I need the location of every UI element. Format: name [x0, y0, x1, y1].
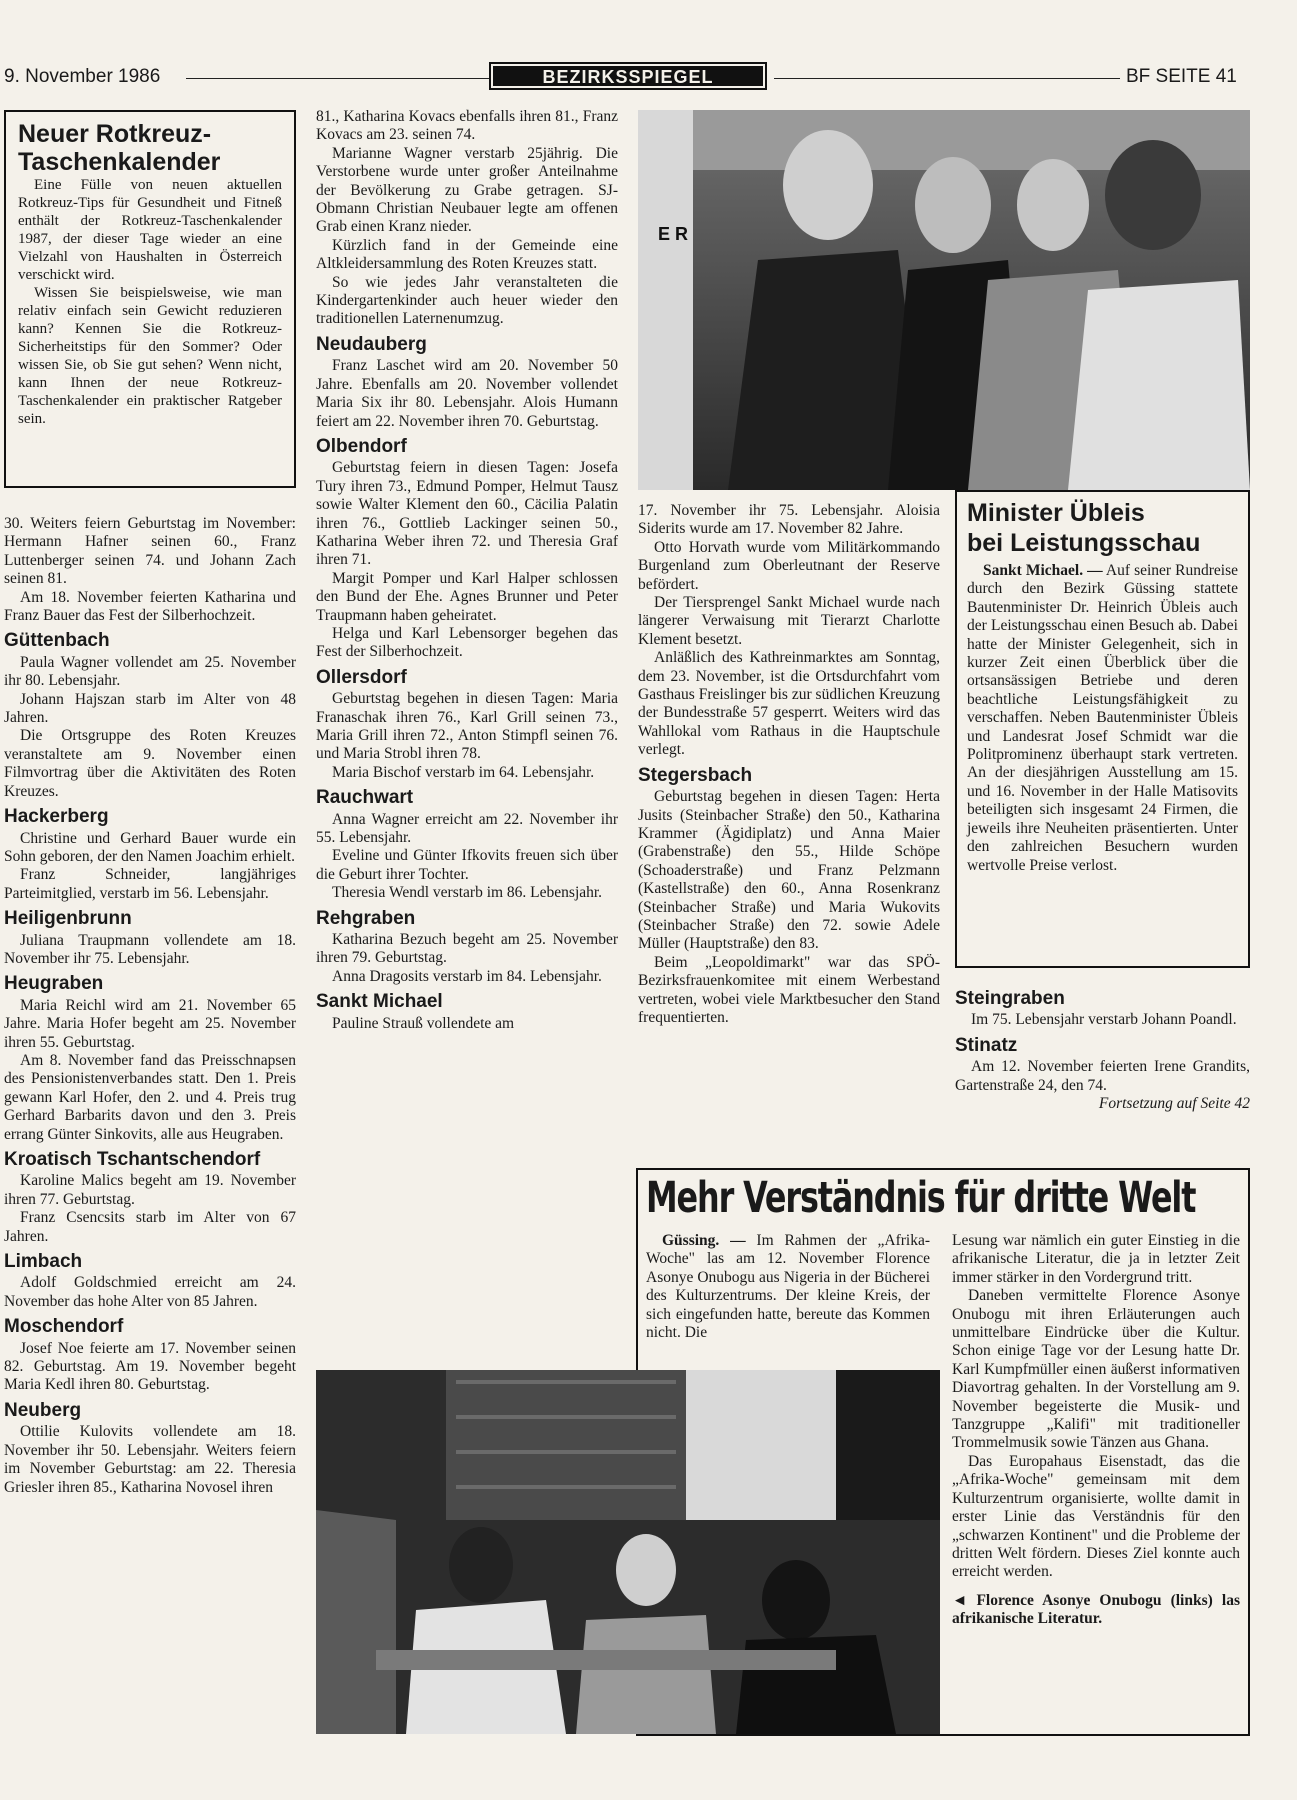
article-paragraph: Geburtstag begehen in diesen Tagen: Maria Franaschak ihren 76., Karl Grill seinen 73., Maria Grill ihren 72., Anton Stimpfl seinen 76. und Maria Strobl ihren 78.	[316, 690, 618, 763]
article-paragraph: Anna Wagner erreicht am 22. November ihr 55. Lebensjahr.	[316, 810, 618, 847]
article-paragraph: Johann Hajszan starb im Alter von 48 Jahren.	[4, 690, 296, 727]
reading-photo-illustration	[316, 1370, 940, 1734]
article-paragraph: Josef Noe feierte am 17. November seinen 82. Geburtstag. Am 19. November begeht Maria Kedl ihren 80. Geburtstag.	[4, 1339, 296, 1394]
dritte-welt-paragraph	[646, 1232, 930, 1342]
article-paragraph: Ottilie Kulovits vollendete am 18. November ihr 50. Lebensjahr. Weiters feiern im November Geburtstag: am 22. Theresia Griesler ihren 85., Katharina Novosel ihren	[4, 1423, 296, 1496]
section-heading: Heiligenbrunn	[4, 908, 132, 930]
minister-title-line2: bei Leistungsschau	[967, 529, 1201, 557]
minister-paragraph	[967, 562, 1238, 875]
article-paragraph: 81., Katharina Kovacs ebenfalls ihren 81., Franz Kovacs am 23. seinen 74.	[316, 108, 618, 144]
section-heading: Kroatisch Tschantschendorf	[4, 1149, 261, 1170]
article-paragraph: Juliana Traupmann vollendete am 18. November ihr 75. Lebensjahr.	[4, 931, 296, 967]
minister-photo-illustration	[638, 110, 1250, 490]
column-1-local-news	[4, 515, 296, 1497]
section-heading: Neudauberg	[316, 333, 427, 355]
article-paragraph: Kürzlich fand in der Gemeinde eine Altkleidersammlung des Roten Kreuzes statt.	[316, 236, 618, 273]
minister-headline	[967, 498, 1238, 558]
article-paragraph: Katharina Bezuch begeht am 25. November ihren 79. Geburtstag.	[316, 931, 618, 967]
article-paragraph: Franz Csencsits starb im Alter von 67 Jahren.	[4, 1209, 296, 1245]
column-3-local-news	[638, 502, 940, 1027]
section-heading: Rehgraben	[316, 907, 416, 929]
section-heading: Güttenbach	[4, 630, 110, 652]
section-heading: Ollersdorf	[316, 666, 407, 688]
section-heading: Heugraben	[4, 973, 104, 995]
article-paragraph: Anna Dragosits verstarb im 84. Lebensjahr.	[332, 967, 602, 985]
minister-body: Auf seiner Rundreise durch den Bezirk Güssing stattete Bautenminister Dr. Heinrich Übleis auch der Leistungsschau einen Besuch ab. Dabei hatte der Minister Gelegenheit, sich in kurzer Zeit einen Überblick über die ortsansässigen Betriebe und deren beachtliche Leistungsfähigkeit zu verschaffen. Neben Bautenminister Übleis und Landesrat Josef Schmidt war die Politprominenz überhaupt stark vertreten. An der diesjährigen Ausstellung am 15. und 16. November in der Halle Matisovits beteiligten sich insgesamt 24 Firmen, die jeweils ihre Neuheiten präsentierten. Unter den zahlreichen Besuchern wurden wertvolle Preise verlost.	[967, 562, 1238, 874]
dritte-welt-paragraph: Das Europahaus Eisenstadt, das die „Afrika-Woche" gemeinsam mit dem Kulturzentrum organisierte, wollte damit in erster Linie das Verständnis für den „schwarzen Kontinent" und die Probleme der dritten Welt fördern. Dieses Ziel konnte auch erreicht werden.	[952, 1452, 1240, 1581]
dritte-welt-text: Im Rahmen der „Afrika-Woche" las am 12. November Florence Asonye Onubogu aus Nigeria in der Bücherei des Kulturzentrums. Der kleine Kreis, der sich eingefunden hatte, bereute das Kommen nicht. Die	[646, 1232, 930, 1342]
article-paragraph: Theresia Wendl verstarb im 86. Lebensjahr.	[332, 884, 603, 902]
article-paragraph: Am 18. November feierten Katharina und Franz Bauer das Fest der Silberhochzeit.	[4, 588, 296, 625]
dritte-welt-column-a	[646, 1232, 930, 1342]
minister-box	[955, 490, 1250, 968]
article-paragraph: So wie jedes Jahr veranstalteten die Kindergartenkinder auch heuer wieder den traditionellen Laternenumzug.	[316, 273, 618, 328]
article-paragraph: Eveline und Günter Ifkovits freuen sich über die Geburt ihrer Tochter.	[316, 847, 618, 883]
section-heading: Rauchwart	[316, 787, 414, 809]
dritte-welt-paragraph: Daneben vermittelte Florence Asonye Onubogu mit ihren Erläuterungen auch unmittelbare Eindrücke über die Kultur. Schon einige Tage vor der Lesung hatte Dr. Karl Kumpfmüller einen äußerst informativen Diavortrag gehalten. In der Vorstellung am 9. November begeisterte die Musik- und Tanzgruppe „Kalifi" mit traditioneller Trommelmusik sowie Tänzen aus Ghana.	[952, 1287, 1240, 1452]
column-2-local-news	[316, 108, 618, 1033]
article-paragraph: Anläßlich des Kathreinmarktes am Sonntag, dem 23. November, ist die Ortsdurchfahrt vom Gasthaus Freislinger bis zur südlichen Kreuzung der Bundesstraße 57 gesperrt. Weiters wird das Wahllokal vom Rathaus in die Hauptschule verlegt.	[638, 649, 940, 759]
rotkreuz-box	[4, 110, 296, 488]
continued-note: Fortsetzung auf Seite 42	[1098, 1095, 1250, 1113]
article-paragraph: Geburtstag begehen in diesen Tagen: Herta Jusits (Steinbacher Straße) den 50., Katharina Krammer (Ägidiplatz) und Anna Maier (Grabenstraße) den 55., Hilde Schöpe (Schoaderstraße) und Franz Pelzmann (Kastellstraße) den 60., Anna Rosenkranz (Steinbacher Straße) und Maria Wukovits (Steinbacher Straße) den 72. sowie Adele Müller (Hauptstraße) den 83.	[638, 788, 940, 953]
article-paragraph: 17. November ihr 75. Lebensjahr. Aloisia Siderits wurde am 17. November 82 Jahre.	[638, 502, 940, 538]
article-paragraph: Der Tiersprengel Sankt Michael wurde nach längerer Verwaisung mit Tierarzt Charlotte Klement besetzt.	[638, 594, 940, 648]
photo-caption: ◄ Florence Asonye Onubogu (links) las afrikanische Literatur.	[952, 1591, 1240, 1628]
article-paragraph: Am 8. November fand das Preisschnapsen des Pensionistenverbandes statt. Den 1. Preis gewann Karl Hofer, den 2. und 4. Preis trug Gerhard Barbarits davon und den 3. Preis errang Günter Sinkovits, alle aus Heugraben.	[4, 1051, 296, 1143]
page-header	[0, 60, 1297, 90]
article-paragraph: Geburtstag feiern in diesen Tagen: Josefa Tury ihren 73., Edmund Pomper, Helmut Tausz sowie Walter Klement den 60., Cäcilia Palatin ihren 76., Gottlieb Lackinger seinen 50., Katharina Weber ihren 72. und Theresia Graf ihren 71.	[316, 459, 618, 569]
article-paragraph: Pauline Strauß vollendete am	[332, 1014, 515, 1032]
article-paragraph: Maria Bischof verstarb im 64. Lebensjahr.	[332, 763, 595, 781]
article-paragraph: Die Ortsgruppe des Roten Kreuzes veranstaltete am 9. November einen Filmvortrag über die Aktivitäten des Roten Kreuzes.	[4, 727, 296, 800]
section-heading: Stegersbach	[638, 764, 753, 786]
article-paragraph: Paula Wagner vollendet am 25. November ihr 80. Lebensjahr.	[4, 653, 296, 690]
section-heading: Olbendorf	[316, 435, 407, 457]
section-heading: Steingraben	[955, 988, 1065, 1009]
article-paragraph: Karoline Malics begeht am 19. November ihren 77. Geburtstag.	[4, 1172, 296, 1208]
header-rule-right	[774, 78, 1120, 79]
rotkreuz-title-line1: Neuer Rotkreuz-	[18, 120, 212, 148]
article-paragraph: Margit Pomper und Karl Halper schlossen den Bund der Ehe. Agnes Brunner und Peter Traupmann haben geheiratet.	[316, 569, 618, 624]
article-paragraph: Beim „Leopoldimarkt" war das SPÖ-Bezirksfrauenkomitee mit einem Werbestand vertreten, wobei viele Marktbesucher den Stand frequentierten.	[638, 953, 940, 1026]
article-paragraph: Franz Schneider, langjähriges Parteimitglied, verstarb im 56. Lebensjahr.	[4, 866, 296, 902]
article-paragraph: Helga und Karl Lebensorger begehen das Fest der Silberhochzeit.	[316, 624, 618, 661]
dritte-welt-paragraph: Lesung war nämlich ein guter Einstieg in die afrikanische Literatur, die ja in letzter Zeit immer stärker in den Vordergrund tritt.	[952, 1232, 1240, 1286]
column-4-local-news	[955, 990, 1250, 1113]
rotkreuz-paragraph: Eine Fülle von neuen aktuellen Rotkreuz-Tips für Gesundheit und Fitneß enthält der Rotkreuz-Taschenkalender 1987, der dieser Tage wieder an eine Vielzahl von Haushalten in Österreich verschickt wird.	[18, 177, 282, 283]
article-paragraph: Marianne Wagner verstarb 25jährig. Die Verstorbene wurde unter großer Anteilnahme der Bevölkerung zu Grabe getragen. SJ-Obmann Christian Neubauer legte am offenen Grab einen Kranz nieder.	[316, 144, 618, 236]
rotkreuz-headline	[18, 120, 282, 176]
minister-dateline: Sankt Michael. —	[983, 562, 1103, 579]
rotkreuz-title-line2: Taschenkalender	[18, 148, 221, 176]
section-heading: Hackerberg	[4, 806, 109, 828]
photo-sign-text: E R	[658, 224, 689, 244]
reading-photo	[316, 1370, 940, 1734]
article-paragraph: Adolf Goldschmied erreicht am 24. November das hohe Alter von 85 Jahren.	[4, 1274, 296, 1310]
header-rule-left	[186, 78, 489, 79]
dritte-welt-column-b	[952, 1232, 1240, 1629]
dritte-welt-dateline: Güssing. —	[662, 1232, 746, 1249]
article-paragraph: 30. Weiters feiern Geburtstag im November: Hermann Hafner seinen 60., Franz Luttenberger seinen 74. und Johann Zach seinen 81.	[4, 515, 296, 588]
article-paragraph: Otto Horvath wurde vom Militärkommando Burgenland zum Oberleutnant der Reserve befördert.	[638, 538, 940, 593]
section-heading: Stinatz	[955, 1034, 1018, 1056]
rotkreuz-paragraph: Wissen Sie beispielsweise, wie man relativ einfach sein Gewicht reduzieren kann? Kennen Sie die Rotkreuz-Sicherheitstips für den Sommer? Oder wissen Sie, ob Sie gut sehen? Wenn nicht, kann Ihnen der neue Rotkreuz-Taschenkalender ein praktischer Ratgeber sein.	[18, 285, 282, 427]
section-heading: Moschendorf	[4, 1316, 124, 1338]
page-number: BF SEITE 41	[1126, 66, 1237, 87]
issue-date: 9. November 1986	[4, 66, 161, 87]
section-badge	[489, 62, 767, 90]
minister-title-line1: Minister Übleis	[967, 499, 1145, 527]
section-heading: Neuberg	[4, 1399, 82, 1421]
article-paragraph: Im 75. Lebensjahr verstarb Johann Poandl.	[971, 1011, 1237, 1029]
article-paragraph: Franz Laschet wird am 20. November 50 Jahre. Ebenfalls am 20. November vollendet Maria Six ihr 80. Lebensjahr. Alois Humann feiert am 22. November ihren 70. Geburtstag.	[316, 357, 618, 430]
article-paragraph: Christine und Gerhard Bauer wurde ein Sohn geboren, der den Namen Joachim erhielt.	[4, 829, 296, 865]
minister-photo	[638, 110, 1250, 490]
dritte-welt-headline: Mehr Verständnis für dritte Welt	[646, 1173, 1196, 1223]
section-title: BEZIRKSSPIEGEL	[493, 66, 763, 86]
article-paragraph: Am 12. November feierten Irene Grandits, Gartenstraße 24, den 74.	[955, 1058, 1250, 1094]
section-heading: Sankt Michael	[316, 991, 443, 1013]
article-paragraph: Maria Reichl wird am 21. November 65 Jahre. Maria Hofer begeht am 25. November ihren 55. Geburtstag.	[4, 996, 296, 1051]
section-heading: Limbach	[4, 1251, 83, 1273]
